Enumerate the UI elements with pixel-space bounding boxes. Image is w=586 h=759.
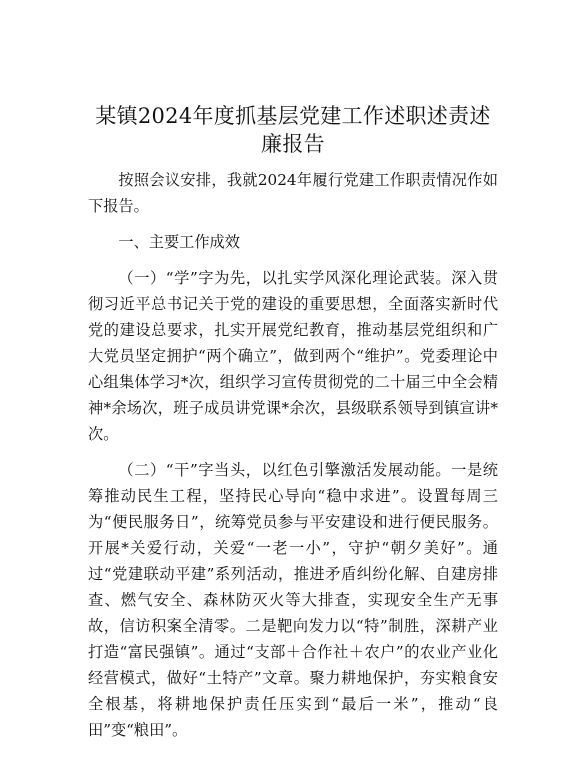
document-title: 某镇2024年度抓基层党建工作述职述责述廉报告	[95, 104, 491, 156]
document-body	[88, 167, 498, 753]
paragraph-study: （一）“学”字为先，以扎实学风深化理论武装。深入贯彻习近平总书记关于党的建设的重要思想，全面落实新时代党的建设总要求，扎实开展党纪教育，推动基层党组织和广大党员坚定拥护“两个确立”，做到两个“维护”。党委理论中心组集体学习*次，组织学习宣传贯彻党的二十届三中全会精神*余场次，班子成员讲党课*余次，县级联系领导到镇宣讲*次。	[88, 269, 498, 443]
section-heading: 一、主要工作成效	[118, 233, 240, 251]
paragraph-action: （二）“干”字当头，以红色引擎激活发展动能。一是统筹推动民生工程，坚持民心导向“稳中求进”。设置每周三为“便民服务日”，统筹党员参与平安建设和进行便民服务。开展*关爱行动，关爱“一老一小”，守护“朝夕美好”。通过“党建联动平建”系列活动，推进矛盾纠纷化解、自建房排查、燃气安全、森林防灭火等大排查，实现安全生产无事故，信访积案全清零。二是靶向发力以“特”制胜，深耕产业打造“富民强镇”。通过“支部＋合作社＋农户”的农业产业化经营模式，做好“土特产”文章。聚力耕地保护，夯实粮食安全根基，将耕地保护责任压实到“最后一米”，推动“良田”变“粮田”。	[88, 461, 498, 739]
intro-paragraph: 按照会议安排，我就2024年履行党建工作职责情况作如下报告。	[88, 171, 498, 215]
